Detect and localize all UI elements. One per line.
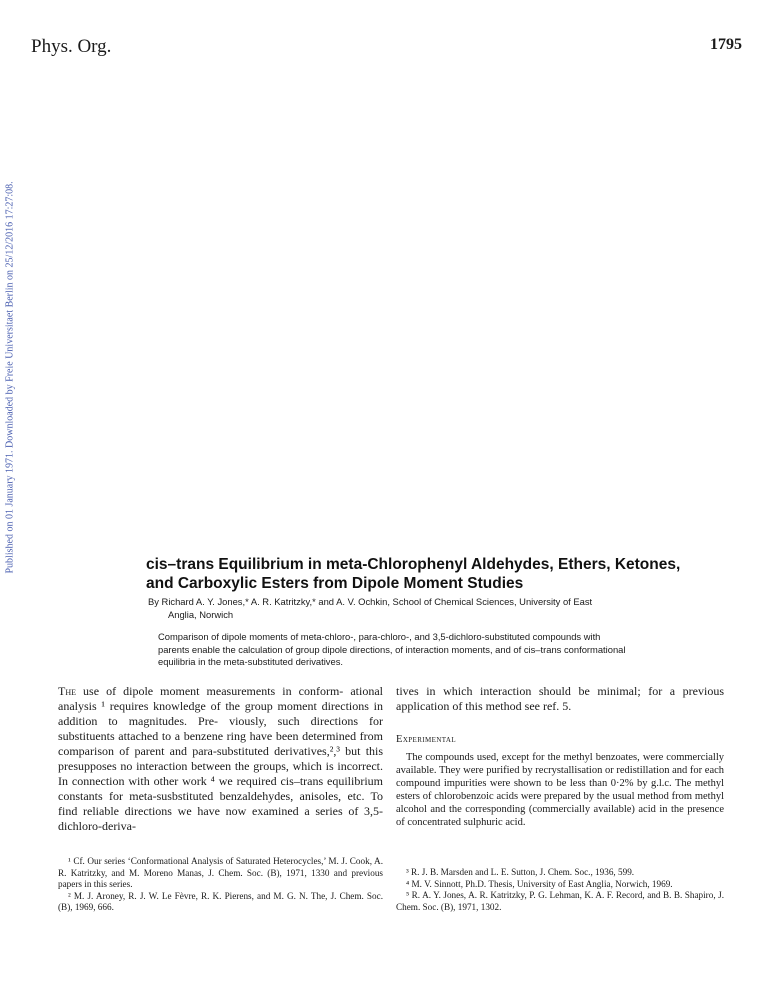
experimental-line-5: methyl esters of chlorobenzoic acids were prepared by the bbox=[396, 778, 725, 802]
body-column-left bbox=[58, 684, 383, 834]
page-number: 1795 bbox=[710, 36, 742, 53]
section-heading-experimental: Experimental bbox=[396, 734, 457, 745]
intro-line-9: cis–trans equilibrium constants for meta-susbstituted bbox=[58, 774, 384, 803]
experimental-line-7: (commercially available) acid in the presence of concentrated bbox=[396, 804, 724, 828]
footnotes-right bbox=[396, 867, 724, 913]
abstract-line-1: Comparison of dipole moments of meta-chloro-, para-chloro-, and 3,5-dichloro-substituted compounds with bbox=[158, 631, 601, 642]
intro-line-5: benzene ring have been determined from comparison of bbox=[58, 729, 383, 758]
footnote-1: ¹ Cf. Our series ‘Conformational Analysis of Saturated Heterocycles,’ M. J. Cook, A. R. Katritzky, and M. Moreno Manas, J. Chem. Soc. (B), 1971, 1330 and previous papers in this series. bbox=[58, 856, 383, 890]
footnote-4: ⁴ M. V. Sinnott, Ph.D. Thesis, University of East Anglia, Norwich, 1969. bbox=[406, 878, 673, 889]
intro-line-11: we have now examined a series of 3,5-dichloro-deriva- bbox=[58, 804, 383, 833]
article-title bbox=[146, 555, 726, 593]
intro-line-1: use of dipole moment measurements in conform- bbox=[76, 684, 344, 698]
abstract bbox=[158, 631, 724, 669]
experimental-line-3: recrystallisation or redistillation and for each compound bbox=[396, 765, 725, 789]
experimental-line-2: were commercially available. They were purified by bbox=[396, 752, 725, 776]
journal-name: Phys. Org. bbox=[31, 36, 112, 57]
intro-line-8: incorrect. In connection with other work ⁴ we required bbox=[58, 759, 383, 788]
experimental-line-4: impurities were shown to be less than 0·2% by g.l.c. The bbox=[443, 778, 692, 789]
footnote-3: ³ R. J. B. Marsden and L. E. Sutton, J. Chem. Soc., 1936, 599. bbox=[406, 867, 635, 877]
experimental-paragraph bbox=[396, 751, 724, 829]
intro-paragraph bbox=[58, 684, 383, 834]
title-line-2: and Carboxylic Esters from Dipole Moment Studies bbox=[146, 575, 524, 592]
title-line-1: cis–trans Equilibrium in meta-Chlorophenyl Aldehydes, Ethers, Ketones, bbox=[146, 556, 681, 573]
body-column-right bbox=[396, 684, 724, 829]
intro-continuation bbox=[396, 684, 724, 714]
intro-line-2: ational analysis ¹ requires knowledge of the group bbox=[58, 684, 383, 713]
continuation-line-1: tives in which interaction should be minimal; for a bbox=[396, 684, 676, 698]
experimental-line-6: usual method from methyl alcohol and the corresponding bbox=[396, 791, 725, 815]
continuation-line-2: previous application of this method see ref. 5. bbox=[396, 684, 724, 713]
lead-in-word: The bbox=[58, 684, 76, 698]
publication-sidebar-note[interactable]: Published on 01 January 1971. Downloaded by Freie Universitaet Berlin on 25/12/2016 17:27:08. bbox=[4, 181, 16, 574]
byline-line-2: Anglia, Norwich bbox=[168, 608, 234, 620]
author-byline bbox=[148, 596, 724, 621]
intro-line-3: moment directions in addition to magnitudes. Pre- bbox=[58, 699, 384, 728]
abstract-line-3: equilibria in the meta-substituted derivatives. bbox=[158, 656, 343, 668]
footnote-5: ⁵ R. A. Y. Jones, A. R. Katritzky, P. G. Lehman, K. A. F. Record, and B. B. Shapiro, J. Chem. Soc. (B), 1971, 1302. bbox=[396, 890, 724, 912]
intro-line-7: presupposes no interaction between the groups, which is bbox=[58, 759, 334, 773]
experimental-line-8: sulphuric acid. bbox=[463, 817, 526, 828]
experimental-line-1: The compounds used, except for the methyl benzoates, bbox=[406, 752, 640, 763]
intro-line-6: parent and para-substituted derivatives,²,³ but this bbox=[134, 744, 384, 758]
footnote-2: ² M. J. Aroney, R. J. W. Le Fèvre, R. K. Pierens, and M. G. N. The, J. Chem. Soc. (B), 1969, 666. bbox=[58, 890, 383, 913]
footnotes-left bbox=[58, 856, 383, 914]
byline-line-1: By Richard A. Y. Jones,* A. R. Katritzky,* and A. V. Ochkin, School of Chemical Sciences, University of East bbox=[148, 596, 593, 607]
abstract-line-2: parents enable the calculation of group dipole directions, of interaction moments, and of cis–trans conformational bbox=[158, 643, 626, 655]
intro-line-10: benzaldehydes, anisoles, etc. To find reliable directions bbox=[58, 789, 384, 818]
intro-line-4: viously, such directions for substituents attached to a bbox=[58, 714, 384, 743]
